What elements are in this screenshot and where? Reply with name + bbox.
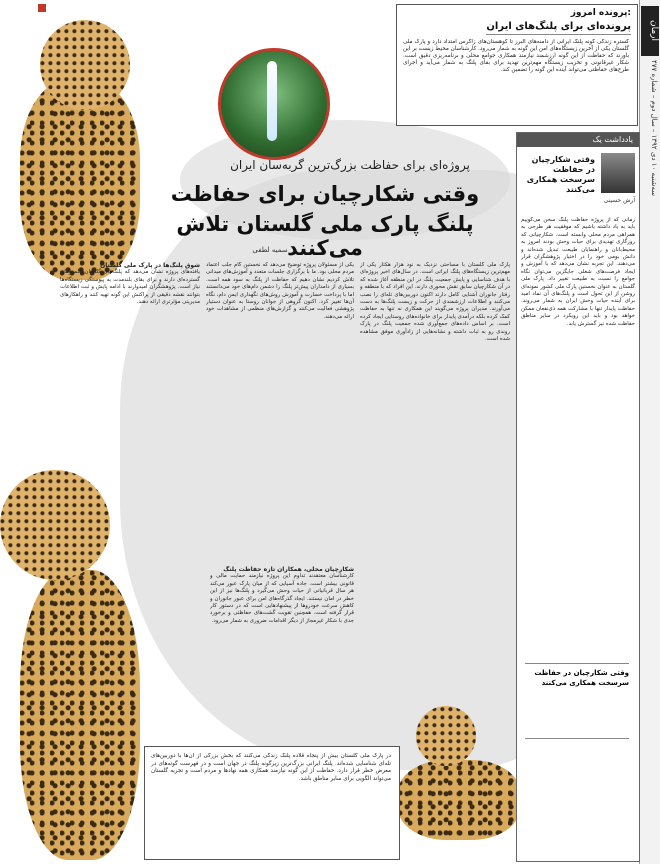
brief-kicker: پرونده امروز: [570,8,631,18]
issue-info: سه‌شنبه ۱۰ دی ۱۳۹۲ – سال دوم – شماره ۴۷۷ [650,60,658,196]
column-header [517,133,639,147]
article-text-a: پارک ملی گلستان با مساحتی نزدیک به نود هزار هکتار یکی از مهم‌ترین زیستگاه‌های پلنگ ایرانی است. در سال‌های اخیر پروژه‌ای با هدف شناسایی و پایش جمعیت پلنگ در این منطقه آغاز شده که در آن شکارچیان سابق نقش محوری دارند. این افراد که با منطقه و رفتار جانوران آشنایی کامل دارند اکنون دوربین‌های تله‌ای را نصب می‌کنند و اطلاعات ارزشمندی از حرکت و زیست پلنگ‌ها به دست می‌آورند. مدیران پروژه می‌گویند این همکاری نه تنها به حفاظت کمک کرده بلکه درآمدی پایدار برای خانواده‌های روستایی ایجاد کرده است. بر اساس داده‌های جمع‌آوری شده جمعیت پلنگ در پارک روندی رو به ثبات داشته و نشانه‌هایی از زادآوری موفق مشاهده شده است. [360,262,510,343]
leopard-lying-image [398,700,520,850]
waterfall-photo [218,48,330,160]
leopard-body [20,570,140,860]
leopard-head [40,20,130,110]
article-text-b: یکی از مسئولان پروژه توضیح می‌دهد که نخستین گام جلب اعتماد مردم محلی بود. ما با برگزاری جلسات متعدد و آموزش‌های میدانی تلاش کردیم نشان دهیم که حفاظت از پلنگ به سود همه است. بسیاری از دامداران پیش‌تر پلنگ را دشمن دام‌های خود می‌دانستند اما با پرداخت خسارت و آموزش روش‌های نگهداری ایمن دام، نگاه آن‌ها تغییر کرد. اکنون گروهی از جوانان روستا به عنوان دستیار پژوهشی فعالیت می‌کنند و گزارش‌های منظمی از مشاهدات خود ارائه می‌دهند. [206,262,354,320]
opinion-column [516,132,640,862]
column-author: آرش حسینی [603,197,635,204]
author-photo [601,153,635,193]
brief-text: گستره زندگی گونه پلنگ ایرانی از دامنه‌های البرز تا کوهستان‌های زاگرس امتداد دارد و پارک ملی گلستان یکی از آخرین زیستگاه‌های امن این گونه به شمار می‌رود. کارشناسان محیط زیست بر این باورند که حفاظت از این گونه ارزشمند نیازمند همکاری جوامع محلی و برنامه‌ریزی دقیق است. شکار غیرقانونی و تخریب زیستگاه مهم‌ترین تهدید برای بقای پلنگ به شمار می‌آید و اجرای طرح‌های حفاظتی می‌تواند آینده این گونه را تضمین کند. [403,39,629,73]
article-kicker: پروژه‌ای برای حفاظت بزرگ‌ترین گربه‌سان ایران [230,158,470,172]
caption-box [144,746,400,860]
column-text: زمانی که از پروژه حفاظت پلنگ سخن می‌گوییم باید به یاد داشته باشیم که موفقیت هر طرحی به همراهی مردم محلی وابسته است. شکارچیانی که روزگاری تهدیدی برای حیات وحش بودند امروز به محیط‌بانان و راهنمایان طبیعت تبدیل شده‌اند و دانش بومی خود را در اختیار پژوهشگران قرار می‌دهند. این تجربه نشان می‌دهد که با آموزش و ایجاد فرصت‌های شغلی جایگزین می‌توان نگاه جوامع را نسبت به طبیعت تغییر داد. پارک ملی گلستان به عنوان نخستین پارک ملی کشور نمونه‌ای روشن از این تحول است و پلنگ‌های آن نماد امید برای آینده حیات وحش ایران به شمار می‌روند. حفاظت پایدار تنها با مشارکت همه ذی‌نفعان ممکن خواهد بود و باید این رویکرد در سایر مناطق حفاظت شده نیز گسترش یابد. [521,217,635,327]
article-subhead-1: شکارچیان محلی، همکاران تازه حفاظت پلنگ [223,566,354,573]
leopard-head [416,706,476,766]
brief-title: پرونده‌ای برای پلنگ‌های ایران [486,21,631,35]
newspaper-logo: آرمان [641,6,659,56]
masthead-strip [639,0,660,864]
column-pull-quote: وقتی شکارچیان در حفاظت سرسخت همکاری می‌کنند [525,663,629,739]
leopard-body [20,80,140,280]
article-text-d: یافته‌های پروژه نشان می‌دهد که پلنگ‌های گلستان قلمروهای گسترده‌ای دارند و برای بقای بلندمدت به پیوستگی زیستگاه‌ها نیاز است. پژوهشگران امیدوارند با ادامه پایش و ثبت اطلاعات بتوانند نقشه دقیقی از پراکنش این گونه تهیه کنند و راهکارهای مدیریتی مؤثرتری ارائه دهند. [60,269,200,306]
article-headline-line1: وقتی شکارچیان برای حفاظت [170,182,480,206]
column-header-label: یادداشت یک [592,135,633,144]
article-headline-line2: پلنگ پارک ملی گلستان تلاش می‌کنند [176,212,474,260]
caption-text: در پارک ملی گلستان بیش از پنجاه قلاده پلنگ زندگی می‌کنند که بخش بزرگی از آن‌ها با دوربین‌های تله‌ای شناسایی شده‌اند. پلنگ ایرانی بزرگ‌ترین زیرگونه پلنگ در جهان است و در فهرست گونه‌های در معرض خطر قرار دارد. حفاظت از این گونه نیازمند همکاری همه نهادها و مردم است و تجربه گلستان می‌تواند الگویی برای سایر مناطق باشد. [151,753,391,782]
column-headline: وقتی شکارچیان در حفاظت سرسخت همکاری می‌کنند [526,155,595,194]
article-column-b [206,262,354,562]
leopard-walking-image [0,460,150,864]
article-text-c: کارشناسان معتقدند تداوم این پروژه نیازمند حمایت مالی و قانونی بیشتر است. جاده آسیایی که از میان پارک عبور می‌کند هر سال قربانیانی از حیات وحش می‌گیرد و پلنگ‌ها نیز از این خطر در امان نیستند. ایجاد گذرگاه‌های امن برای عبور جانوران و کاهش سرعت خودروها از پیشنهادهایی است که در دستور کار قرار گرفته است. همچنین تقویت گشت‌های حفاظتی و برخورد جدی با شکار غیرمجاز از دیگر اقدامات ضروری به شمار می‌رود. [210,573,354,624]
leopard-body [398,760,520,840]
brief-box [396,4,638,126]
article-byline: سمیه لطفی [252,246,288,254]
waterfall-icon [267,61,277,141]
article-subhead-2: شوق پلنگ‌ها در پارک ملی گلستان [100,262,200,269]
article-column-b2 [210,566,354,736]
leopard-head [0,470,110,580]
leopard-standing-image [10,10,160,290]
article-column-a [360,262,510,732]
